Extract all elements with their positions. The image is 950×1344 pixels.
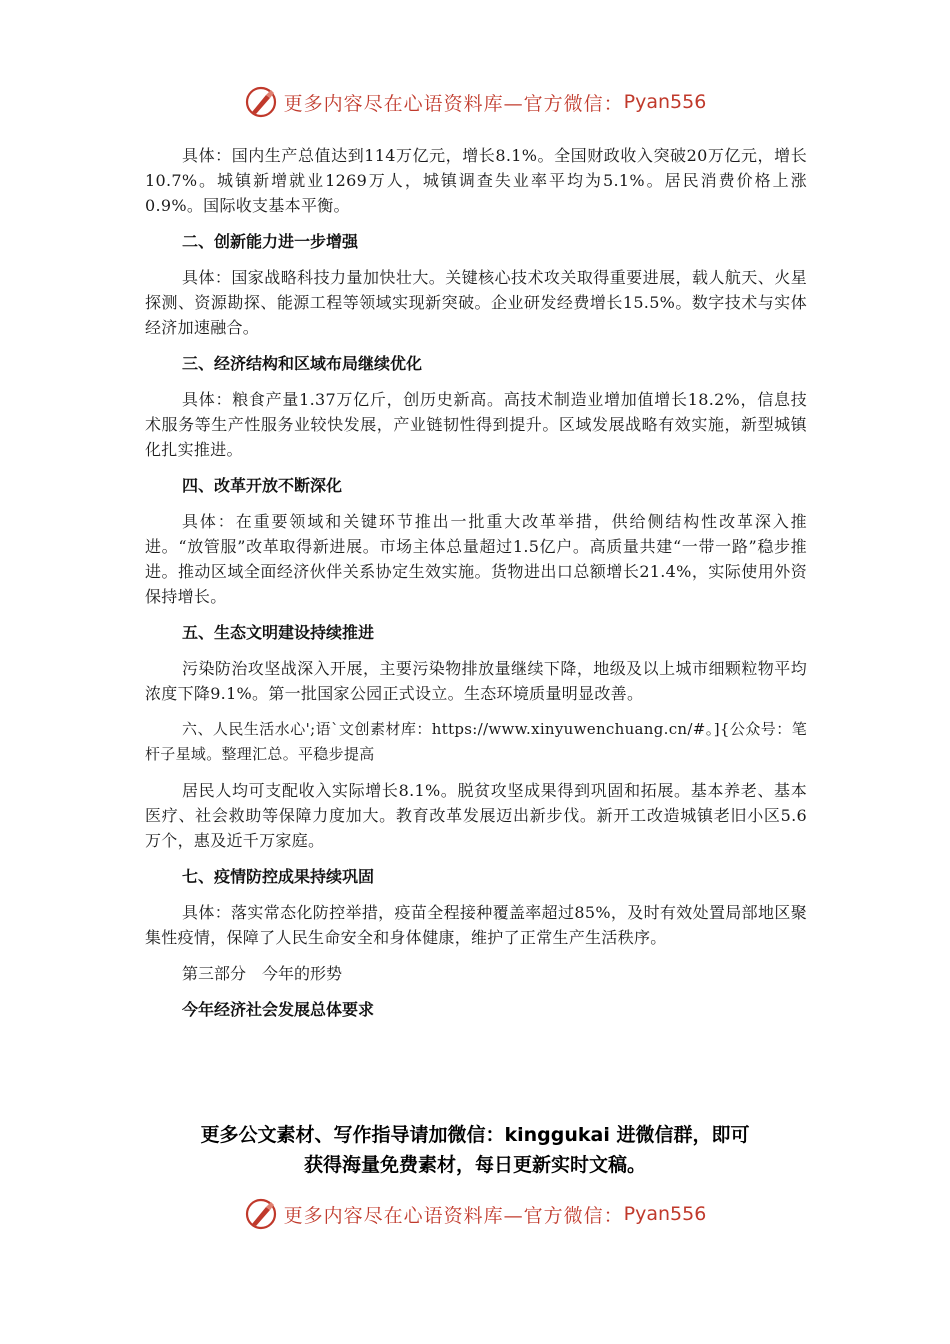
- pen-nib-logo-icon: [244, 1197, 278, 1231]
- paragraph-livelihood: 居民人均可支配收入实际增长8.1%。脱贫攻坚成果得到巩固和拓展。基本养老、基本医疗、社会救助等保障力度加大。教育改革发展迈出新步伐。新开工改造城镇老旧小区5.6万个，惠及近千万家庭。: [145, 781, 807, 850]
- header-banner: [0, 82, 950, 122]
- heading-epidemic: 七、疫情防控成果持续巩固: [182, 867, 375, 886]
- paragraph-epidemic: 具体：落实常态化防控举措，疫苗全程接种覆盖率超过85%，及时有效处置局部地区聚集性疫情，保障了人民生命安全和身体健康，维护了正常生产生活秩序。: [145, 903, 807, 947]
- paragraph-structure: 具体：粮食产量1.37万亿斤，创历史新高。高技术制造业增加值增长18.2%，信息技术服务等生产性服务业较快发展，产业链韧性得到提升。区域发展战略有效实施，新型城镇化扎实推进。: [145, 390, 807, 459]
- footer-banner: [0, 1194, 950, 1234]
- heading-reform: 四、改革开放不断深化: [182, 476, 343, 495]
- banner-wechat-id: Pyan556: [623, 1203, 707, 1225]
- heading-structure: 三、经济结构和区域布局继续优化: [182, 354, 423, 373]
- promo-line-2: 获得海量免费素材，每日更新实时文稿。: [303, 1154, 646, 1176]
- paragraph-innovation: 具体：国家战略科技力量加快壮大。关键核心技术攻关取得重要进展，载人航天、火星探测、资源勘探、能源工程等领域实现新突破。企业研发经费增长15.5%。数字技术与实体经济加速融合。: [145, 268, 807, 337]
- paragraph-economy: 具体：国内生产总值达到114万亿元，增长8.1%。全国财政收入突破20万亿元，增长10.7%。城镇新增就业1269万人，城镇调查失业率平均为5.1%。居民消费价格上涨0.9%。国际收支基本平衡。: [145, 146, 807, 215]
- paragraph-reform: 具体：在重要领域和关键环节推出一批重大改革举措，供给侧结构性改革深入推进。“放管服”改革取得新进展。市场主体总量超过1.5亿户。高质量共建“一带一路”稳步推进。推动区域全面经济伙伴关系协定生效实施。货物进出口总额增长21.4%，实际使用外资保持增长。: [145, 512, 807, 606]
- heading-innovation: 二、创新能力进一步增强: [182, 232, 359, 251]
- banner-wechat-id: Pyan556: [623, 91, 707, 113]
- promo-block: [0, 1120, 950, 1180]
- banner-text: 更多内容尽在心语资料库—官方微信：: [283, 1204, 624, 1227]
- document-body: [145, 143, 807, 1033]
- part-three-title: 第三部分 今年的形势: [182, 964, 343, 983]
- paragraph-ecology: 污染防治攻坚战深入开展，主要污染物排放量继续下降，地级及以上城市细颗粒物平均浓度下降9.1%。第一批国家公园正式设立。生态环境质量明显改善。: [145, 659, 807, 703]
- heading-livelihood: 六、人民生活水心';语`文创素材库：https://www.xinyuwenchuang.cn/#。]{公众号：笔杆子星域。整理汇总。平稳步提高: [145, 720, 807, 763]
- heading-requirements: 今年经济社会发展总体要求: [182, 1000, 375, 1019]
- pen-nib-logo-icon: [244, 85, 278, 119]
- heading-ecology: 五、生态文明建设持续推进: [182, 623, 375, 642]
- promo-line-1: 更多公文素材、写作指导请加微信：kinggukai 进微信群，即可: [200, 1124, 750, 1146]
- banner-text: 更多内容尽在心语资料库—官方微信：: [283, 92, 624, 115]
